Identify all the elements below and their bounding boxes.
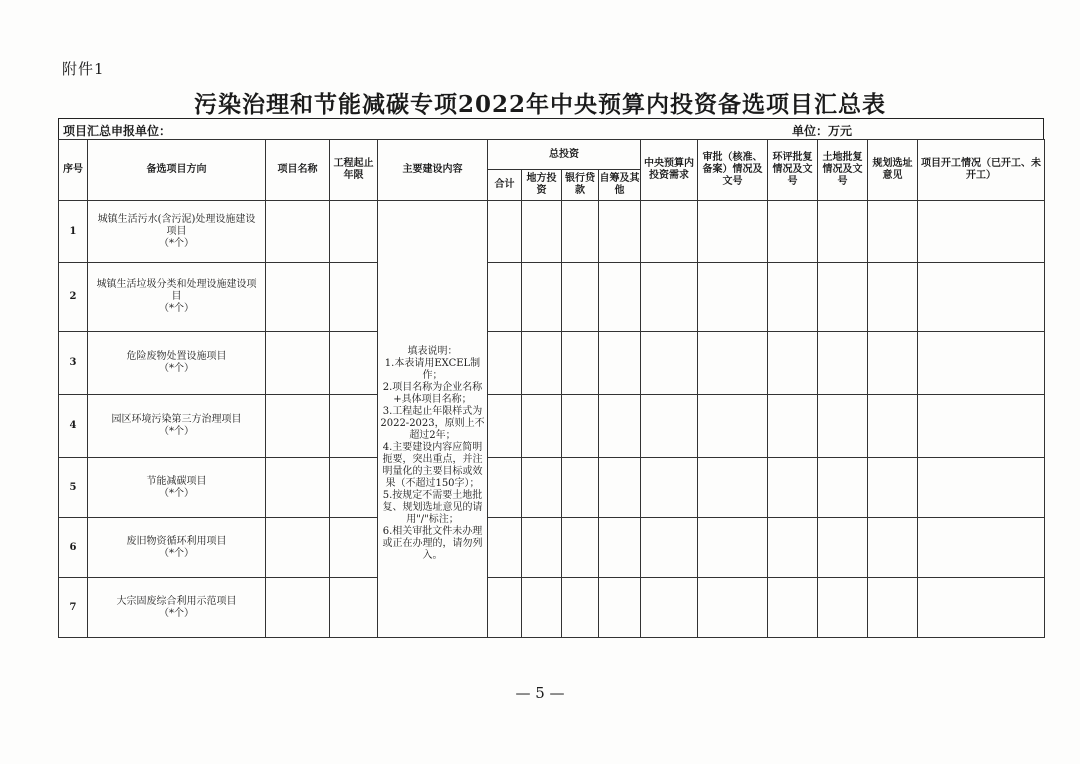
cell-sub-local[interactable]	[522, 518, 562, 578]
note-item: 1.本表请用EXCEL制作；	[384, 358, 481, 381]
cell-planning[interactable]	[868, 458, 918, 518]
table-row	[59, 332, 1045, 395]
cell-sub-local[interactable]	[522, 395, 562, 458]
cell-name[interactable]	[266, 201, 330, 263]
cell-env[interactable]	[768, 201, 818, 263]
cell-sub-local[interactable]	[522, 201, 562, 263]
header-central: 中央预算内投资需求	[641, 140, 698, 201]
cell-env[interactable]	[768, 518, 818, 578]
row-index: 6	[59, 518, 88, 578]
cell-period[interactable]	[330, 263, 378, 332]
header-name: 项目名称	[266, 140, 330, 201]
cell-sub-total[interactable]	[488, 395, 522, 458]
cell-start[interactable]	[918, 518, 1045, 578]
header-planning: 规划选址意见	[868, 140, 918, 201]
cell-approval[interactable]	[698, 263, 768, 332]
header-start: 项目开工情况（已开工、未开工）	[918, 140, 1045, 201]
cell-env[interactable]	[768, 458, 818, 518]
cell-sub-bank[interactable]	[562, 458, 599, 518]
row-index: 1	[59, 201, 88, 263]
cell-sub-self[interactable]	[599, 201, 641, 263]
direction-count: （*个）	[159, 547, 194, 559]
cell-land[interactable]	[818, 458, 868, 518]
cell-period[interactable]	[330, 395, 378, 458]
meta-bar	[58, 118, 1044, 140]
cell-land[interactable]	[818, 263, 868, 332]
cell-sub-total[interactable]	[488, 458, 522, 518]
direction-text: 大宗固废综合利用示范项目	[116, 595, 237, 607]
cell-planning[interactable]	[868, 263, 918, 332]
cell-land[interactable]	[818, 201, 868, 263]
note-item: 4.主要建设内容应简明扼要，突出重点，并注明量化的主要目标或效果（不超过150字）；	[382, 442, 483, 489]
cell-approval[interactable]	[698, 458, 768, 518]
cell-start[interactable]	[918, 458, 1045, 518]
row-direction	[88, 201, 266, 263]
cell-env[interactable]	[768, 332, 818, 395]
cell-sub-bank[interactable]	[562, 201, 599, 263]
cell-sub-self[interactable]	[599, 395, 641, 458]
cell-sub-bank[interactable]	[562, 395, 599, 458]
cell-sub-self[interactable]	[599, 332, 641, 395]
cell-land[interactable]	[818, 332, 868, 395]
header-sub-bank: 银行贷款	[562, 170, 599, 201]
row-index: 3	[59, 332, 88, 395]
table-row	[59, 395, 1045, 458]
cell-start[interactable]	[918, 332, 1045, 395]
cell-planning[interactable]	[868, 332, 918, 395]
cell-period[interactable]	[330, 201, 378, 263]
cell-sub-self[interactable]	[599, 458, 641, 518]
header-row-1	[59, 140, 1045, 170]
header-total-investment: 总投资	[488, 140, 641, 170]
cell-name[interactable]	[266, 578, 330, 638]
cell-sub-bank[interactable]	[562, 578, 599, 638]
cell-sub-total[interactable]	[488, 518, 522, 578]
note-item: 5.按规定不需要土地批复、规划选址意见的请用"/"标注；	[382, 490, 483, 525]
header-env: 环评批复情况及文号	[768, 140, 818, 201]
direction-count: （*个）	[159, 237, 194, 249]
direction-text: 节能减碳项目	[146, 475, 207, 487]
cell-period[interactable]	[330, 518, 378, 578]
cell-env[interactable]	[768, 263, 818, 332]
cell-period[interactable]	[330, 458, 378, 518]
cell-name[interactable]	[266, 518, 330, 578]
header-sub-total: 合计	[488, 170, 522, 201]
direction-text: 危险废物处置设施项目	[126, 351, 227, 362]
cell-sub-local[interactable]	[522, 263, 562, 332]
cell-approval[interactable]	[698, 201, 768, 263]
cell-approval[interactable]	[698, 518, 768, 578]
cell-period[interactable]	[330, 578, 378, 638]
direction-count: （*个）	[159, 426, 194, 437]
header-sub-local: 地方投资	[522, 170, 562, 201]
table-row	[59, 263, 1045, 332]
row-direction	[88, 263, 266, 332]
cell-sub-total[interactable]	[488, 332, 522, 395]
fill-instructions	[378, 201, 488, 638]
header-land: 土地批复情况及文号	[818, 140, 868, 201]
direction-text: 废旧物资循环利用项目	[126, 535, 227, 547]
row-direction	[88, 578, 266, 638]
header-approval: 审批（核准、备案）情况及文号	[698, 140, 768, 201]
direction-text: 城镇生活垃圾分类和处理设施建设项目	[96, 279, 257, 302]
attachment-label: 附件1	[62, 60, 105, 78]
cell-env[interactable]	[768, 578, 818, 638]
table-row	[59, 578, 1045, 638]
cell-planning[interactable]	[868, 518, 918, 578]
cell-sub-local[interactable]	[522, 458, 562, 518]
header-period: 工程起止年限	[330, 140, 378, 201]
cell-sub-local[interactable]	[522, 578, 562, 638]
cell-land[interactable]	[818, 578, 868, 638]
cell-start[interactable]	[918, 395, 1045, 458]
row-direction	[88, 458, 266, 518]
row-index: 4	[59, 395, 88, 458]
page-number: — 5 —	[515, 684, 565, 702]
cell-start[interactable]	[918, 578, 1045, 638]
row-direction	[88, 518, 266, 578]
cell-sub-self[interactable]	[599, 578, 641, 638]
cell-start[interactable]	[918, 201, 1045, 263]
direction-count: （*个）	[159, 303, 194, 314]
cell-land[interactable]	[818, 395, 868, 458]
cell-land[interactable]	[818, 518, 868, 578]
cell-name[interactable]	[266, 263, 330, 332]
header-seq: 序号	[59, 140, 88, 201]
row-index: 5	[59, 458, 88, 518]
cell-start[interactable]	[918, 263, 1045, 332]
cell-approval[interactable]	[698, 332, 768, 395]
header-content: 主要建设内容	[378, 140, 488, 201]
header-direction: 备选项目方向	[88, 140, 266, 201]
notes-heading: 填表说明：	[407, 346, 458, 357]
row-index: 2	[59, 263, 88, 332]
cell-approval[interactable]	[698, 395, 768, 458]
cell-period[interactable]	[330, 332, 378, 395]
cell-central[interactable]	[641, 332, 698, 395]
cell-planning[interactable]	[868, 578, 918, 638]
cell-sub-bank[interactable]	[562, 263, 599, 332]
row-direction	[88, 395, 266, 458]
cell-sub-total[interactable]	[488, 578, 522, 638]
cell-planning[interactable]	[868, 201, 918, 263]
cell-sub-local[interactable]	[522, 332, 562, 395]
cell-central[interactable]	[641, 458, 698, 518]
note-item: 6.相关审批文件未办理或正在办理的，请勿列入。	[382, 526, 483, 561]
reporting-unit-label: 项目汇总申报单位：	[63, 124, 172, 138]
summary-table	[58, 139, 1045, 638]
cell-sub-total[interactable]	[488, 263, 522, 332]
direction-count: （*个）	[159, 363, 194, 374]
table-row	[59, 458, 1045, 518]
note-item: 3.工程起止年限样式为2022-2023，原则上不超过2年；	[380, 406, 485, 441]
cell-sub-self[interactable]	[599, 263, 641, 332]
cell-planning[interactable]	[868, 395, 918, 458]
cell-name[interactable]	[266, 395, 330, 458]
cell-sub-bank[interactable]	[562, 518, 599, 578]
cell-central[interactable]	[641, 201, 698, 263]
header-sub-self: 自筹及其他	[599, 170, 641, 201]
row-direction	[88, 332, 266, 395]
row-index: 7	[59, 578, 88, 638]
note-item: 2.项目名称为企业名称+具体项目名称；	[382, 382, 483, 405]
cell-name[interactable]	[266, 332, 330, 395]
cell-central[interactable]	[641, 395, 698, 458]
cell-central[interactable]	[641, 518, 698, 578]
table-row	[59, 201, 1045, 263]
direction-count: （*个）	[159, 487, 194, 499]
cell-approval[interactable]	[698, 578, 768, 638]
cell-sub-total[interactable]	[488, 201, 522, 263]
cell-sub-self[interactable]	[599, 518, 641, 578]
direction-text: 园区环境污染第三方治理项目	[111, 414, 242, 425]
table-row	[59, 518, 1045, 578]
cell-name[interactable]	[266, 458, 330, 518]
direction-text: 城镇生活污水(含污泥)处理设施建设项目	[97, 213, 256, 237]
cell-central[interactable]	[641, 263, 698, 332]
cell-env[interactable]	[768, 395, 818, 458]
page-title: 污染治理和节能减碳专项2022年中央预算内投资备选项目汇总表	[193, 91, 886, 118]
direction-count: （*个）	[159, 607, 194, 619]
cell-sub-bank[interactable]	[562, 332, 599, 395]
cell-central[interactable]	[641, 578, 698, 638]
currency-unit-label: 单位：万元	[792, 124, 853, 138]
